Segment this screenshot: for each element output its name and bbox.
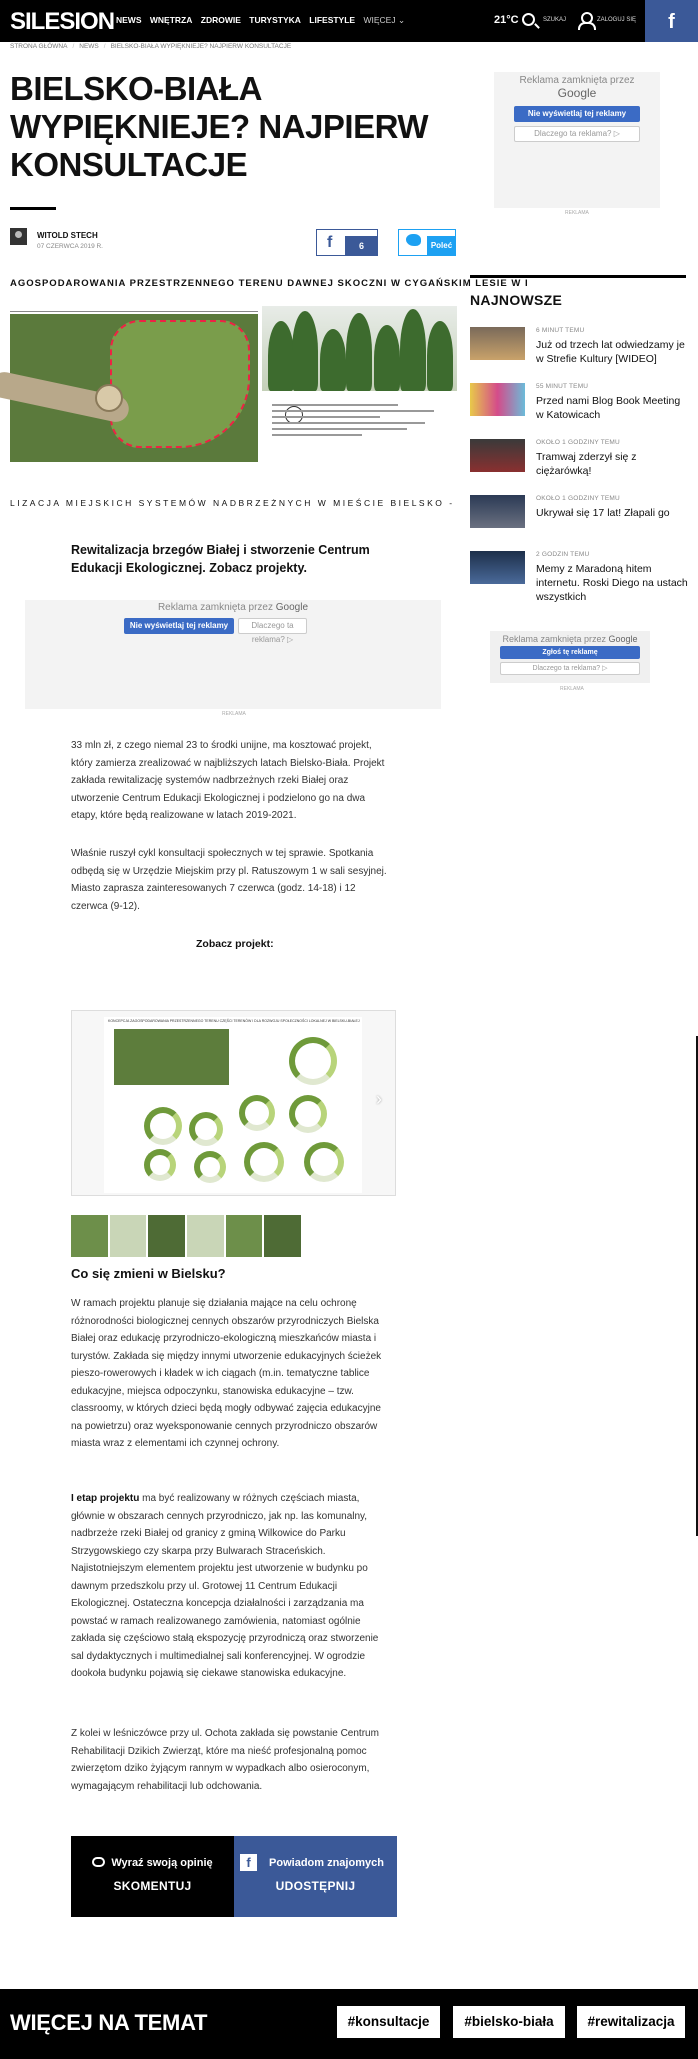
news-headline[interactable]: Tramwaj zderzył się z ciężarówką!	[536, 451, 637, 477]
article-lead: Rewitalizacja brzegów Białej i stworzenie Centrum Edukacji Ekologicznej. Zobacz projekty.	[71, 543, 370, 575]
ad-why-button[interactable]: Dlaczego ta reklama? ▷	[514, 126, 640, 142]
gallery-thumbnail[interactable]	[71, 1215, 108, 1257]
comment-label: SKOMENTUJ	[113, 1879, 192, 1893]
news-time: 55 MINUT TEMU	[536, 383, 589, 390]
related-heading: WIĘCEJ NA TEMAT	[10, 2010, 208, 2035]
ad-slot-inline	[25, 600, 441, 709]
sidebar-heading: NAJNOWSZE	[470, 292, 563, 308]
article-paragraph: 33 mln zł, z czego niemal 23 to środki unijne, ma kosztować projekt, który zamierza zrealizować w najbliższych latach Bielsko-Biała. Projekt zakłada rewitalizację systemów nadbrzeżnych rzeki Białej oraz utworzenie Centrum Edukacji Ekologicznej i podzielono go na dwa etapy, które będą realizowane w latach 2019-2021.	[71, 740, 385, 821]
comment-button[interactable]	[71, 1836, 234, 1917]
login-link[interactable]: ZALOGUJ SIĘ	[597, 17, 637, 23]
article-paragraph: W ramach projektu planuje się działania mające na celu ochronę różnorodności biologicznej cennych obszarów przyrodniczych Bielska Białej oraz edukację przyrodniczo-ekologiczną mieszkańców miasta i turystów. Zakłada się między innymi utworzenie edukacyjnych ścieżek pieszo-rowerowych i kładek w ich ciągach (m.in. tematyczne tablice edukacyjne, miejsca odpoczynku, stanowiska edukacyjne – tzw. classroomy, w których dzieci będą mogły odbywać zajęcia edukacyjne na powietrzu) oraz wyeksponowanie cennych przyrodniczo obszarów miasta wraz z elementami ich czynnej ochrony.	[71, 1298, 382, 1449]
gallery-thumbnails	[71, 1215, 301, 1257]
news-headline[interactable]: Przed nami Blog Book Meeting w Katowicach	[536, 395, 681, 421]
article-paragraph: I etap projektu ma być realizowany w różnych częściach miasta, głównie w obszarach cennych przyrodniczo, jak np. las komunalny, nadbrzeże rzeki Białej od granicy z gminą Wilkowice do Parku Strzygowskiego czy skarpa przy Bulwarach Straceńskich. Najistotniejszym elementem projektu jest utworzenie w budynku po dawnym przedszkolu przy ul. Grotowej 11 Centrum Edukacji Ekologicznej. Ostateczna koncepcja działalności i zarządzania ma powstać w ramach realizowanego zamówienia, natomiast ogólnie zakłada się częściowo stałą ekspozycję przyrodniczą oraz stworzenie sal dydaktycznych i multimedialnej sali konferencyjnej. W ogrodzie dookoła budynku pojawią się ciekawe stanowiska edukacyjne.	[71, 1493, 379, 1679]
ad-slot-top-right	[494, 72, 660, 208]
hero-caption-top: AGOSPODAROWANIA PRZESTRZENNEGO TERENU DAWNEJ SKOCZNI W CYGAŃSKIM LESIE W I	[10, 278, 529, 289]
site-logo[interactable]: SILESION	[10, 8, 115, 35]
sidebar-news-item[interactable]	[470, 327, 688, 377]
facebook-share-count: 6	[345, 236, 378, 256]
nav-item-wnetrza[interactable]: WNĘTRZA	[149, 15, 193, 25]
top-nav-bar	[0, 0, 698, 42]
hero-forest-render	[262, 306, 457, 391]
nav-item-news[interactable]: NEWS	[116, 15, 142, 25]
search-label[interactable]: SZUKAJ	[543, 17, 567, 23]
chat-icon	[92, 1857, 105, 1867]
twitter-share-label: Poleć	[427, 236, 456, 256]
gallery-next-icon[interactable]: ›	[376, 1089, 382, 1109]
cta-bar	[71, 1836, 397, 1917]
hero-caption-bottom: LIZACJA MIEJSKICH SYSTEMÓW NADBRZEŻNYCH W MIEŚCIE BIELSKO -	[10, 498, 455, 508]
gallery-thumbnail[interactable]	[226, 1215, 263, 1257]
news-time: OKOŁO 1 GODZINY TEMU	[536, 439, 620, 446]
share-label: UDOSTĘPNIJ	[275, 1879, 356, 1893]
author-name[interactable]: WITOLD STECH	[37, 231, 98, 240]
nav-item-turystyka[interactable]: TURYSTYKA	[249, 15, 301, 25]
breadcrumb-current: BIELSKO-BIAŁA WYPIĘKNIEJE? NAJPIERW KONSULTACJE	[110, 43, 292, 50]
ad-dont-show-button[interactable]: Nie wyświetlaj tej reklamy	[124, 618, 234, 634]
sidebar-news-item[interactable]	[470, 551, 688, 601]
ad-slot-sidebar	[490, 631, 650, 683]
breadcrumb: STRONA GŁÓWNA / NEWS / BIELSKO-BIAŁA WYPIĘKNIEJE? NAJPIERW KONSULTACJE	[10, 43, 292, 50]
ad-label: REKLAMA	[560, 686, 584, 692]
news-headline[interactable]: Już od trzech lat odwiedzamy je w Strefie Kultury [WIDEO]	[536, 339, 685, 365]
gallery-slide	[104, 1017, 362, 1193]
news-time: OKOŁO 1 GODZINY TEMU	[536, 495, 620, 502]
facebook-icon: f	[240, 1854, 257, 1871]
article-subheading: Co się zmieni w Bielsku?	[71, 1266, 226, 1281]
ad-label: REKLAMA	[565, 210, 589, 216]
tag-rewitalizacja[interactable]: #rewitalizacja	[577, 2006, 685, 2038]
facebook-share-button[interactable]	[316, 229, 378, 256]
news-thumbnail[interactable]	[470, 551, 525, 584]
news-headline[interactable]: Memy z Maradoną hitem internetu. Roski Diego na ustach wszystkich	[536, 563, 688, 603]
opinion-label: Wyraź swoją opinię	[111, 1857, 213, 1869]
news-thumbnail[interactable]	[470, 495, 525, 528]
hero-legend-text	[272, 404, 452, 464]
facebook-icon: f	[327, 234, 333, 251]
search-icon[interactable]	[522, 13, 535, 26]
hero-site-plan	[10, 314, 258, 462]
news-thumbnail[interactable]	[470, 439, 525, 472]
ad-label: REKLAMA	[222, 711, 246, 717]
gallery-thumbnail[interactable]	[110, 1215, 147, 1257]
ad-closed-text: Reklama zamknięta przez Google	[502, 634, 638, 644]
nav-item-more[interactable]: WIĘCEJ ⌄	[363, 15, 406, 25]
sidebar-divider	[470, 275, 686, 278]
ad-why-button[interactable]: Dlaczego ta reklama? ▷	[238, 618, 307, 634]
related-topics-footer	[0, 1989, 698, 2059]
main-nav	[116, 15, 411, 26]
see-project-label: Zobacz projekt:	[196, 938, 274, 950]
breadcrumb-home[interactable]: STRONA GŁÓWNA	[10, 43, 68, 50]
notify-label: Powiadom znajomych	[269, 1857, 384, 1869]
project-gallery[interactable]	[71, 1010, 396, 1196]
sidebar-news-item[interactable]	[470, 383, 688, 433]
gallery-thumbnail[interactable]	[148, 1215, 185, 1257]
hero-legend-strip	[10, 296, 258, 312]
share-facebook-button[interactable]	[234, 1836, 397, 1917]
twitter-share-button[interactable]	[398, 229, 456, 256]
google-logo-text: Google	[557, 86, 597, 100]
weather-temperature: 21°C	[494, 14, 519, 26]
gallery-caption: KONCEPCJA ZAGOSPODAROWANIA PRZESTRZENNEGO TERENU CZĘŚCI TERENÓW I DLA ROZWOJU SPOŁECZNOŚCI LOKALNEJ W BIELSKU-BIAŁEJ	[108, 1019, 360, 1023]
tag-konsultacje[interactable]: #konsultacje	[337, 2006, 440, 2038]
ad-closed-text: Reklama zamknięta przez Google	[494, 75, 660, 100]
article-date: 07 CZERWCA 2019 R.	[37, 243, 103, 250]
nav-item-lifestyle[interactable]: LIFESTYLE	[309, 15, 356, 25]
gallery-thumbnail[interactable]	[264, 1215, 301, 1257]
article-title: BIELSKO-BIAŁA WYPIĘKNIEJE? NAJPIERW KONSULTACJE	[10, 70, 428, 183]
stage-one-bold: I etap projektu	[71, 1493, 140, 1504]
user-icon[interactable]	[578, 12, 592, 28]
ad-why-button[interactable]: Dlaczego ta reklama? ▷	[500, 662, 640, 675]
article-paragraph: Właśnie ruszył cykl konsultacji społecznych w tej sprawie. Spotkania odbędą się w Urzędzie Miejskim przy pl. Ratuszowym 1 w sali sesyjnej. Miasto zaprasza zainteresowanych 7 czerwca (godz. 14-18) i 12 czerwca (9-12).	[71, 848, 387, 912]
news-headline[interactable]: Ukrywał się 17 lat! Złapali go	[536, 507, 670, 519]
facebook-icon[interactable]: f	[645, 0, 698, 42]
ad-report-button[interactable]: Zgłoś tę reklamę	[500, 646, 640, 659]
news-time: 6 MINUT TEMU	[536, 327, 585, 334]
ad-dont-show-button[interactable]: Nie wyświetlaj tej reklamy	[514, 106, 640, 122]
twitter-bird-icon	[406, 234, 421, 246]
author-avatar	[10, 228, 27, 245]
title-divider	[10, 207, 56, 210]
sidebar-news-item[interactable]	[470, 495, 688, 545]
news-thumbnail[interactable]	[470, 327, 525, 360]
ad-closed-text: Reklama zamknięta przez Google	[157, 602, 309, 613]
nav-item-zdrowie[interactable]: ZDROWIE	[200, 15, 241, 25]
breadcrumb-news[interactable]: NEWS	[79, 43, 99, 50]
article-paragraph: Z kolei w leśniczówce przy ul. Ochota zakłada się powstanie Centrum Rehabilitacji Dzikich Zwierząt, które ma nieść profesjonalną pomoc zwierzętom dziko żyjącym rannym w wypadkach albo osieroconym, wymagającym rehabilitacji lub odchowania.	[71, 1728, 379, 1792]
news-time: 2 GODZIN TEMU	[536, 551, 590, 558]
sidebar-news-item[interactable]	[470, 439, 688, 489]
gallery-thumbnail[interactable]	[187, 1215, 224, 1257]
tag-bielsko-biala[interactable]: #bielsko-biała	[453, 2006, 565, 2038]
news-thumbnail[interactable]	[470, 383, 525, 416]
